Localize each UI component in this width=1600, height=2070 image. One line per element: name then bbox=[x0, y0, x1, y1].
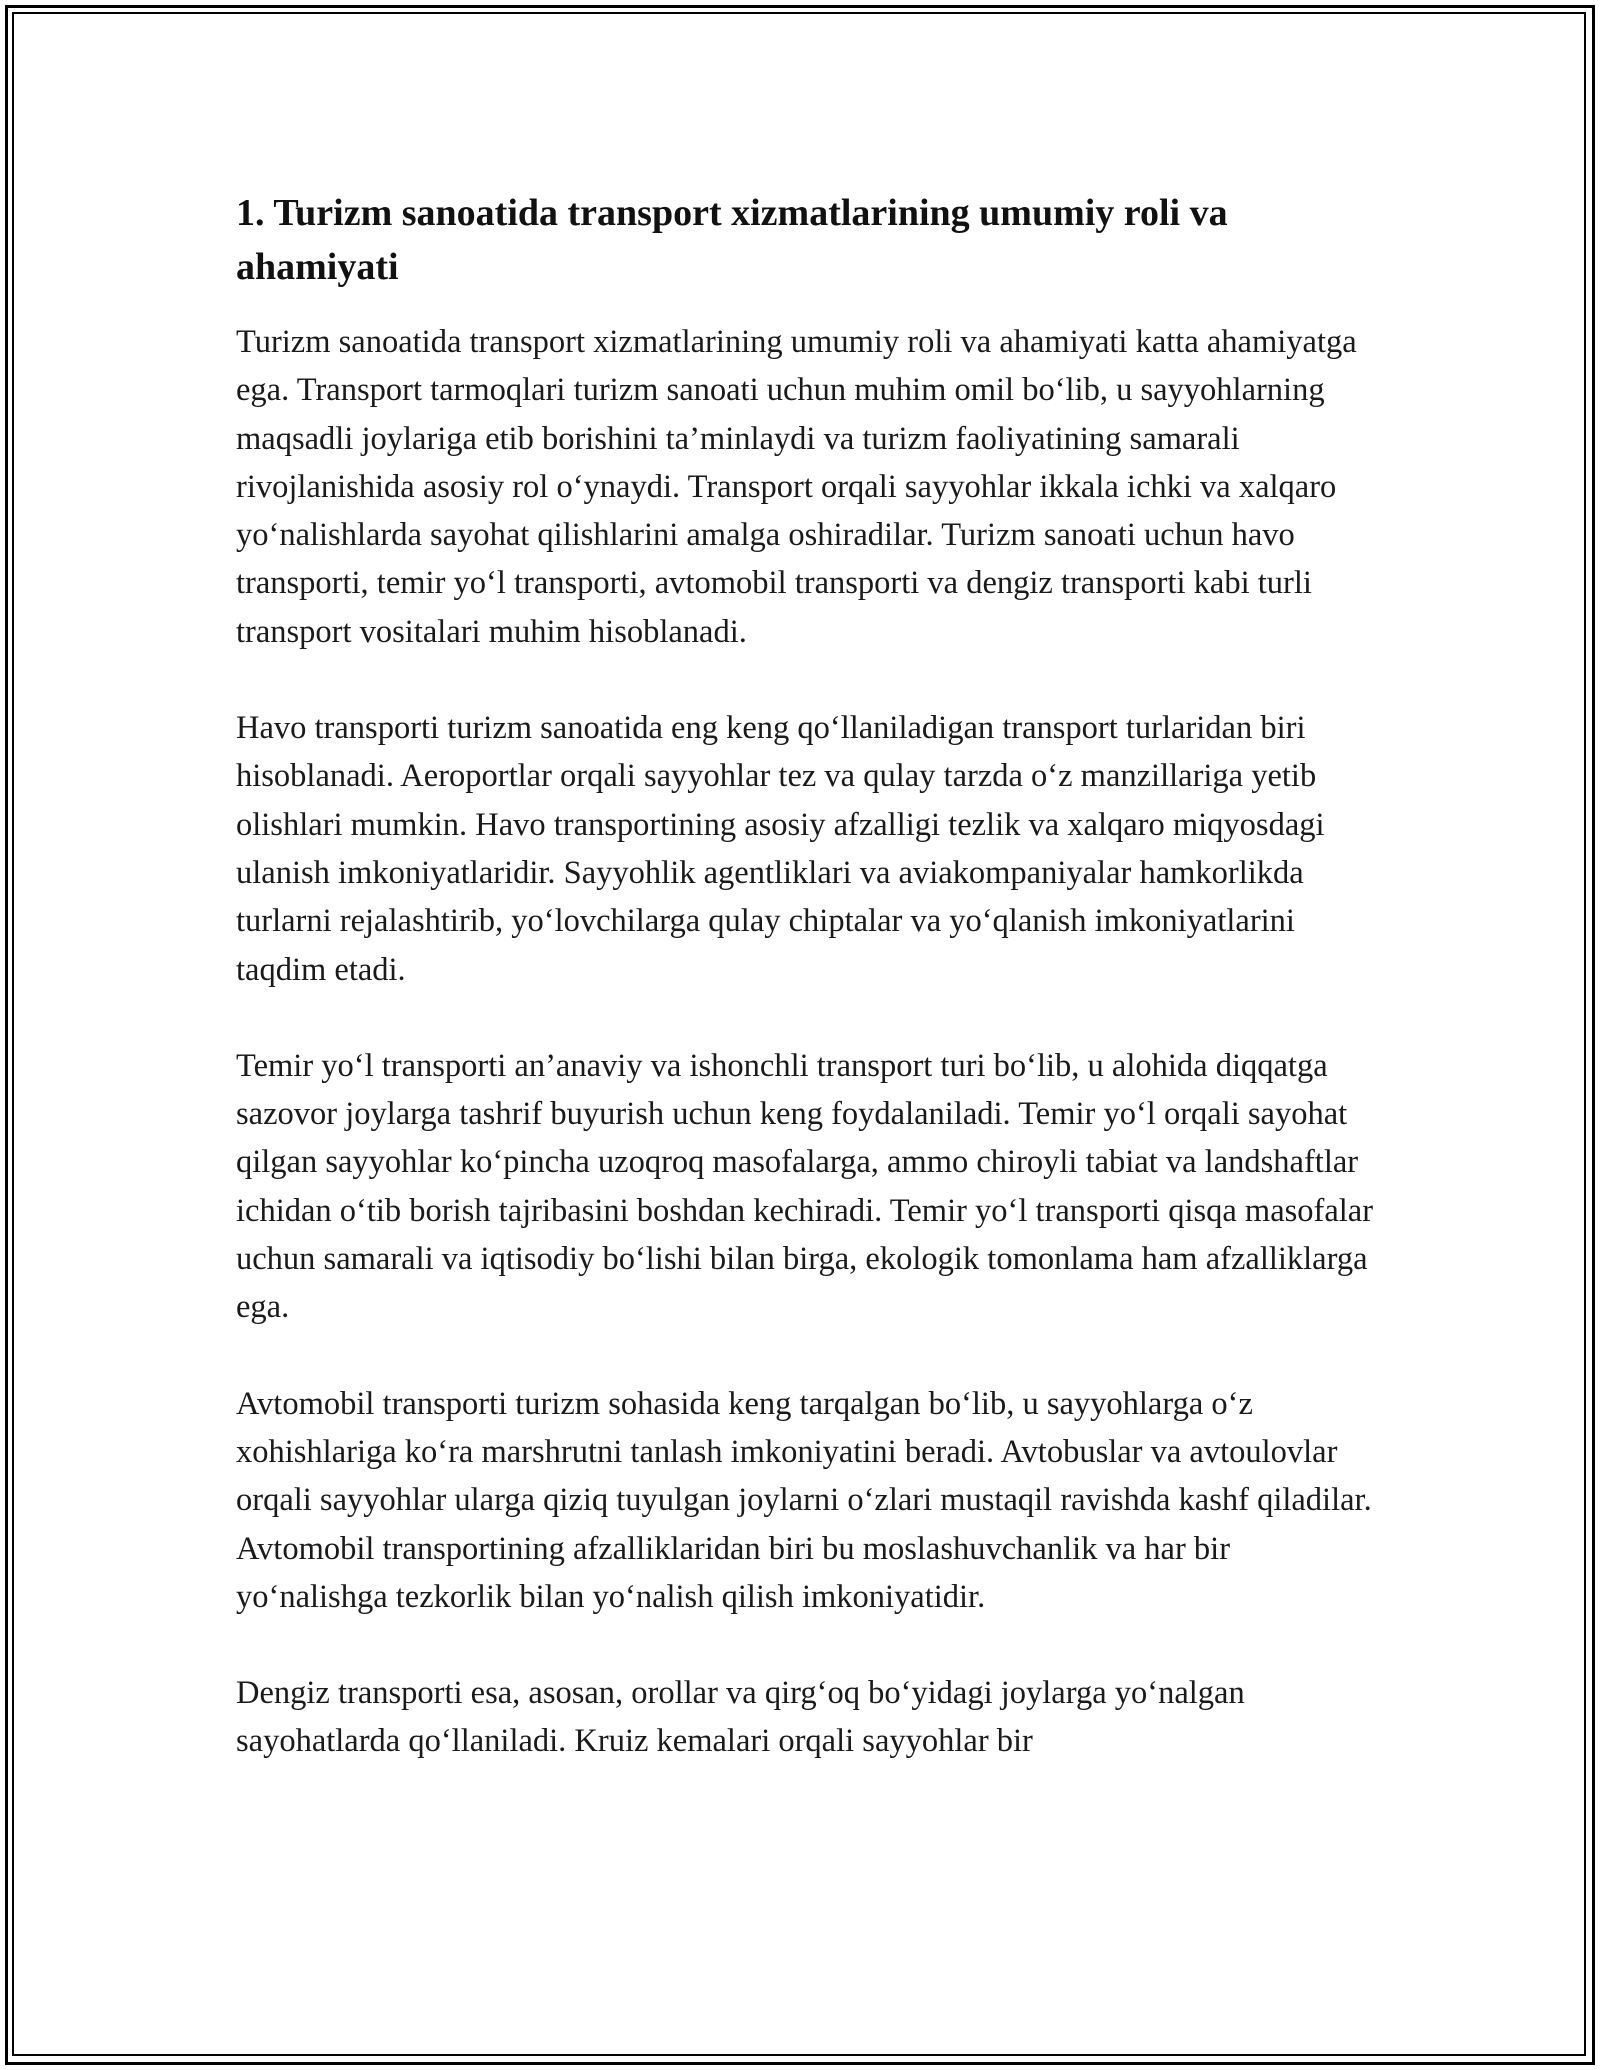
paragraph-rail-transport: Temir yo‘l transporti an’anaviy va ishonchli transport turi bo‘lib, u alohida diqqatga sazovor joylarga tashrif buyurish uchun keng foydalaniladi. Temir yo‘l orqali sayohat qilgan sayyohlar ko‘pincha uzoqroq masofalarga, ammo chiroyli tabiat va landshaftlar ichidan o‘tib borish tajribasini boshdan kechiradi. Temir yo‘l transporti qisqa masofalar uchun samarali va iqtisodiy bo‘lishi bilan birga, ekologik tomonlama ham afzalliklarga ega. bbox=[236, 1047, 1374, 1326]
section-heading: 1. Turizm sanoatida transport xizmatlarining umumiy roli va ahamiyati bbox=[236, 192, 1228, 288]
document-body bbox=[236, 186, 1376, 1814]
paragraph-sea-transport: Dengiz transporti esa, asosan, orollar va qirg‘oq bo‘yidagi joylarga yo‘nalgan sayohatlarda qo‘llaniladi. Kruiz kemalari orqali sayyohlar bir bbox=[236, 1675, 1245, 1760]
paragraph-road-transport: Avtomobil transporti turizm sohasida keng tarqalgan bo‘lib, u sayyohlarga o‘z xohishlariga ko‘ra marshrutni tanlash imkoniyatini beradi. Avtobuslar va avtoulovlar orqali sayyohlar ularga qiziq tuyulgan joylarni o‘zlari mustaqil ravishda kashf qiladilar. Avtomobil transportining afzalliklaridan biri bu moslashuvchanlik va har bir yo‘nalishga tezkorlik bilan yo‘nalish qilish imkoniyatidir. bbox=[236, 1385, 1372, 1615]
paragraph-intro: Turizm sanoatida transport xizmatlarining umumiy roli va ahamiyati katta ahamiyatga ega. Transport tarmoqlari turizm sanoati uchun muhim omil bo‘lib, u sayyohlarning maqsadli joylariga etib borishini ta’minlaydi va turizm faoliyatining samarali rivojlanishida asosiy rol o‘ynaydi. Transport orqali sayyohlar ikkala ichki va xalqaro yo‘nalishlarda sayohat qilishlarini amalga oshiradilar. Turizm sanoati uchun havo transporti, temir yo‘l transporti, avtomobil transporti va dengiz transporti kabi turli transport vositalari muhim hisoblanadi. bbox=[236, 324, 1357, 650]
paragraph-air-transport: Havo transporti turizm sanoatida eng keng qo‘llaniladigan transport turlaridan biri hisoblanadi. Aeroportlar orqali sayyohlar tez va qulay tarzda o‘z manzillariga yetib olishlari mumkin. Havo transportining asosiy afzalligi tezlik va xalqaro miqyosdagi ulanish imkoniyatlaridir. Sayyohlik agentliklari va aviakompaniyalar hamkorlikda turlarni rejalashtirib, yo‘lovchilarga qulay chiptalar va yo‘qlanish imkoniyatlarini taqdim etadi. bbox=[236, 710, 1325, 988]
